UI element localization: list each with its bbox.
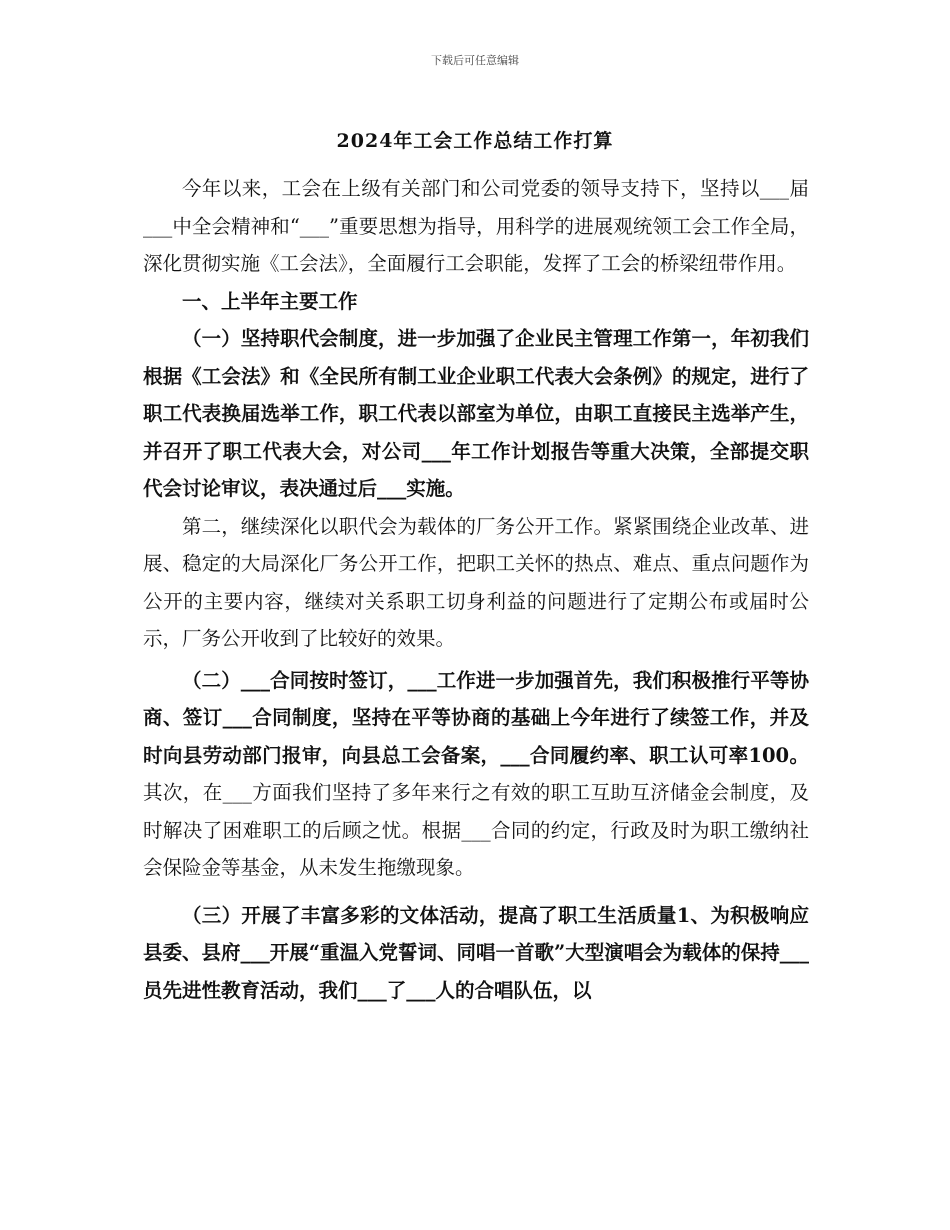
document-title: 2024年工会工作总结工作打算 xyxy=(336,130,614,152)
intro-paragraph: 今年以来，工会在上级有关部门和公司党委的领导支持下，坚持以___届___中全会精神和“___”重要思想为指导，用科学的进展观统领工会工作全局，深化贯彻实施《工会法》，全面履行工会职能，发挥了工会的桥梁纽带作用。 xyxy=(143,177,809,275)
section-heading-1: 一、上半年主要工作 xyxy=(182,289,358,313)
second-paragraph: 第二，继续深化以职代会为载体的厂务公开工作。紧紧围绕企业改革、进展、稳定的大局深化厂务公开工作，把职工关怀的热点、难点、重点问题作为公开的主要内容，继续对关系职工切身利益的问题进行了定期公布或届时公示，厂务公开收到了比较好的效果。 xyxy=(143,514,809,650)
subsection-1-paragraph: （一）坚持职代会制度，进一步加强了企业民主管理工作第一，年初我们根据《工会法》和《全民所有制工业企业职工代表大会条例》的规定，进行了职工代表换届选举工作，职工代表以部室为单位，由职工直接民主选举产生，并召开了职工代表大会，对公司___年工作计划报告等重大决策，全部提交职代会讨论审议，表决通过后___实施。 xyxy=(143,327,809,500)
document-body xyxy=(143,170,809,1009)
header-note: 下载后可任意编辑 xyxy=(431,54,519,67)
subsection-2-normal-text: 其次，在___方面我们坚持了多年来行之有效的职工互助互济储金会制度，及时解决了困难职工的后顾之忧。根据___合同的约定，行政及时为职工缴纳社会保险金等基金，从未发生拖缴现象。 xyxy=(143,781,809,879)
subsection-3-paragraph: （三）开展了丰富多彩的文体活动，提高了职工生活质量1、为积极响应县委、县府___开展“重温入党誓词、同唱一首歌”大型演唱会为载体的保持___员先进性教育活动，我们___了___人的合唱队伍，以 xyxy=(143,903,809,1002)
subsection-2-paragraph xyxy=(143,662,809,887)
subsection-2-bold-text: （二）___合同按时签订，___工作进一步加强首先，我们积极推行平等协商、签订___合同制度，坚持在平等协商的基础上今年进行了续签工作，并及时向县劳动部门报审，向县总工会备案，___合同履约率、职工认可率100。 xyxy=(143,668,809,767)
